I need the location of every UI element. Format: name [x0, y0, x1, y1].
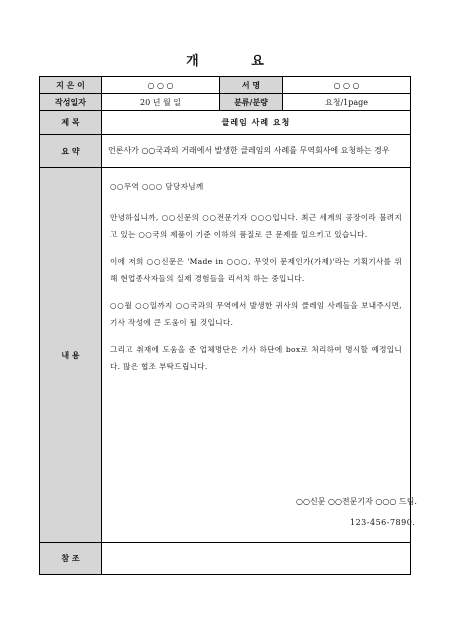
subject-value[interactable]: 클레임 사례 요청: [102, 111, 411, 135]
category-label: 분류/분량: [220, 94, 283, 111]
category-value[interactable]: 요청/1page: [283, 94, 411, 111]
author-label: 지 은 이: [40, 77, 102, 94]
author-row: [40, 77, 411, 94]
signature-value[interactable]: ○ ○ ○: [283, 77, 411, 94]
date-row: [40, 94, 411, 111]
subject-row: [40, 111, 411, 135]
content-paragraph: ○○월 ○○일까지 ○○국과의 무역에서 발생한 귀사의 클레임 사례들을 보내주시면, 기사 작성에 큰 도움이 될 것입니다.: [110, 301, 402, 327]
date-value[interactable]: 20 년 월 일: [102, 94, 220, 111]
date-label: 작성일자: [40, 94, 102, 111]
summary-row: [40, 135, 411, 168]
content-label: 내 용: [40, 168, 102, 543]
content-paragraph: ○○무역 ○○○ 담당자님께: [110, 182, 204, 191]
content-paragraph: 그리고 취재에 도움을 준 업체명단은 기사 하단에 box로 처리하여 명시할 예정입니다. 많은 협조 부탁드립니다.: [110, 345, 402, 371]
content-body[interactable]: [102, 168, 417, 543]
closing-sender: ○○신문 ○○전문기자 ○○○ 드림.: [296, 497, 417, 506]
reference-label: 참 조: [40, 543, 102, 575]
summary-value[interactable]: 언론사가 ○○국과의 거래에서 발생한 클레임의 사례를 무역회사에 요청하는 경우: [102, 135, 411, 168]
reference-row: [40, 543, 411, 575]
subject-label: 제 목: [40, 111, 102, 135]
summary-form-table: [39, 76, 417, 575]
content-row: [40, 168, 411, 543]
document-title: 개 요: [186, 54, 288, 69]
content-paragraph: 안녕하십니까, ○○신문의 ○○전문기자 ○○○입니다. 최근 세계의 공장이라 불려지고 있는 ○○국의 제품이 기준 이하의 품질로 큰 문제를 일으키고 있습니다.: [110, 213, 402, 239]
content-paragraph: 이에 저희 ○○신문은 'Made in ○○○, 무엇이 문제인가(가제)'라는 기획기사를 위해 현업종사자들의 실제 경험들을 리서치 하는 중입니다.: [110, 257, 402, 283]
reference-value[interactable]: [102, 543, 411, 575]
closing-phone: 123-456-7890.: [350, 518, 416, 527]
author-value[interactable]: ○ ○ ○: [102, 77, 220, 94]
summary-label: 요 약: [40, 135, 102, 168]
signature-label: 서 명: [220, 77, 283, 94]
